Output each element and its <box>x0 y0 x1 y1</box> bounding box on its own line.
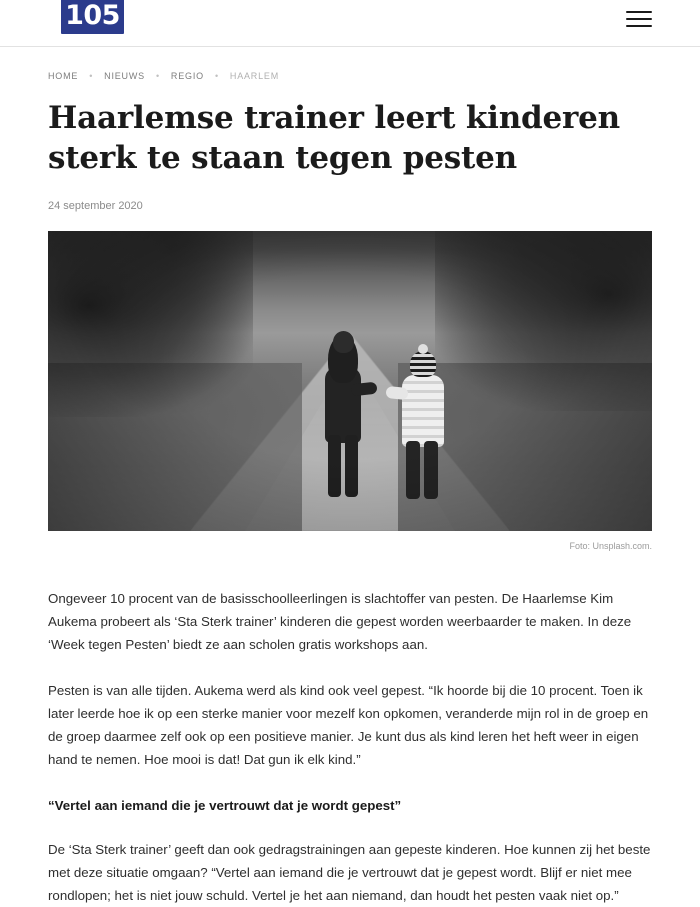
hamburger-bar-3 <box>626 25 652 27</box>
breadcrumb-separator: • <box>89 71 94 81</box>
photo-credit: Foto: Unsplash.com. <box>569 541 652 552</box>
article-paragraph: De ‘Sta Sterk trainer’ geeft dan ook gedragstrainingen aan gepeste kinderen. Hoe kunnen zij het beste met deze situatie omgaan? “Vertel aan iemand die je vertrouwt dat je gepest wordt. Blijf er niet mee rondlopen; het is niet jouw schuld. Vertel je het aan niemand, dan houdt het pesten vaak niet op.” <box>48 842 651 904</box>
site-logo-text: 105 <box>65 0 120 31</box>
article-subheading: “Vertel aan iemand die je vertrouwt dat je wordt gepest” <box>48 798 402 814</box>
breadcrumb-item-nieuws[interactable]: NIEUWS <box>104 71 145 81</box>
breadcrumb-item-regio[interactable]: REGIO <box>170 71 204 81</box>
hamburger-bar-1 <box>626 11 652 13</box>
breadcrumb-item-haarlem: HAARLEM <box>229 71 280 81</box>
article-paragraph: Pesten is van alle tijden. Aukema werd als kind ook veel gepest. “Ik hoorde bij die 10 procent. Toen ik later leerde hoe ik op een sterke manier voor mezelf kon opkomen, veranderde mijn rol in de groep en de groep daarmee zelf ook op een positieve manier. Je kunt dus als kind leren het heft weer in eigen hand te nemen. Hoe mooi is dat! Dat gun ik elk kind.” <box>48 683 649 768</box>
breadcrumb <box>48 71 652 81</box>
hamburger-bar-2 <box>626 18 652 20</box>
hero-vignette <box>48 231 652 531</box>
breadcrumb-item-home[interactable]: HOME <box>48 71 79 81</box>
site-logo[interactable] <box>61 0 124 34</box>
article-date: 24 september 2020 <box>48 200 143 213</box>
breadcrumb-separator: • <box>214 71 219 81</box>
breadcrumb-separator: • <box>155 71 160 81</box>
hamburger-menu-icon[interactable] <box>626 8 652 30</box>
article-body <box>48 587 652 907</box>
site-header <box>0 0 700 47</box>
hero-image-container <box>48 231 652 551</box>
hero-image <box>48 231 652 531</box>
article-paragraph: Ongeveer 10 procent van de basisschoolleerlingen is slachtoffer van pesten. De Haarlemse Kim Aukema probeert als ‘Sta Sterk trainer’ kinderen die gepest worden weerbaarder te maken. In deze ‘Week tegen Pesten’ biedt ze aan scholen gratis workshops aan. <box>48 591 632 653</box>
page-title: Haarlemse trainer leert kinderen sterk te staan tegen pesten <box>48 100 621 176</box>
page-content <box>0 71 700 907</box>
